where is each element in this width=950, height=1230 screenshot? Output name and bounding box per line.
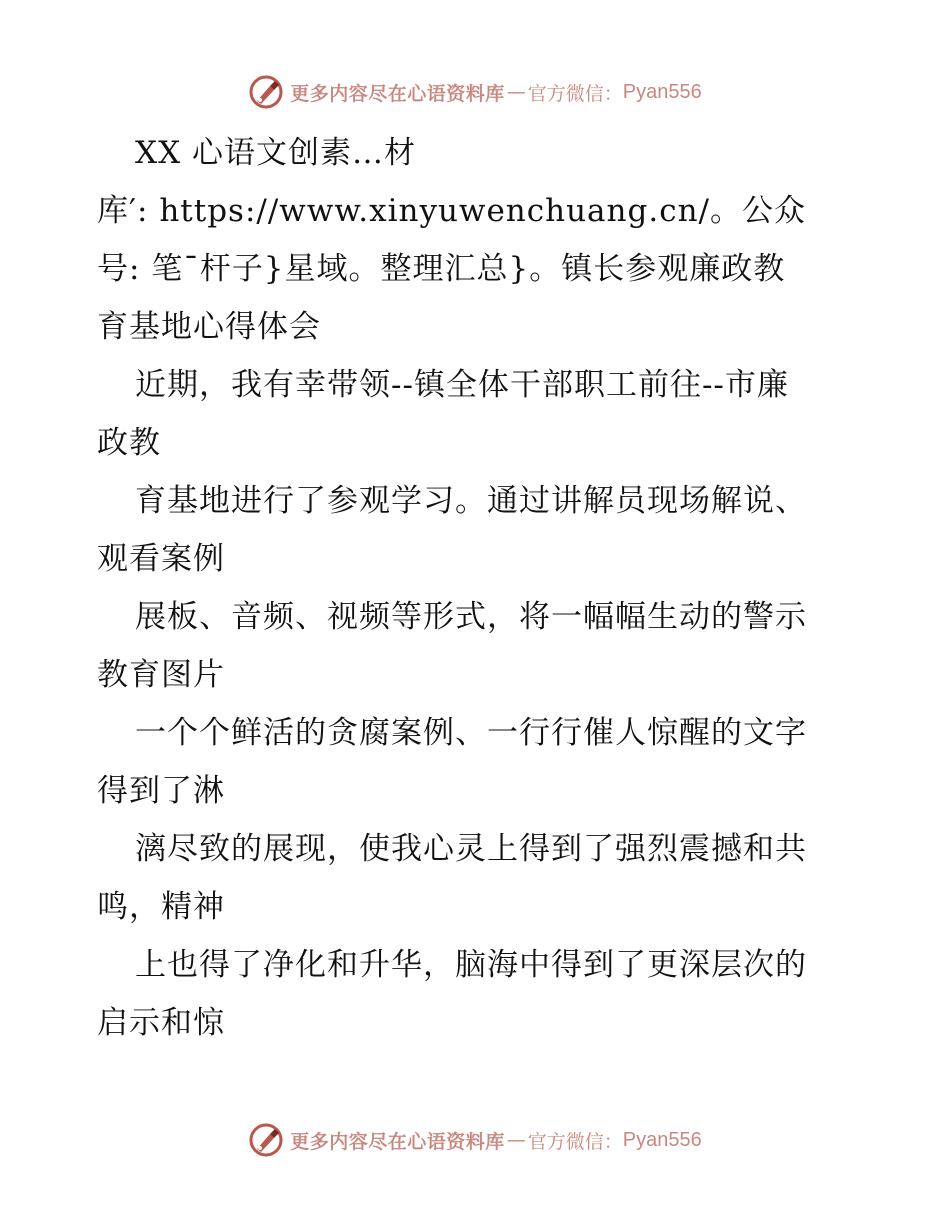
body-line: 教育图片	[97, 657, 225, 693]
banner-dash: —	[506, 1129, 526, 1151]
pen-logo-icon	[248, 74, 284, 110]
banner-wechat-label: 官方微信：	[527, 1130, 623, 1153]
body-line: 鸣，精神	[97, 889, 225, 925]
body-line: 上也得了净化和升华，脑海中得到了更深层次的	[135, 947, 807, 983]
banner-text: 更多内容尽在心语资料库	[290, 1130, 505, 1153]
document-body	[97, 124, 857, 1052]
banner-wechat-id: Pyan556	[622, 80, 702, 103]
banner-wechat-label: 官方微信：	[527, 82, 623, 105]
body-line: XX 心语文创素…材	[135, 135, 416, 171]
header-banner	[0, 70, 950, 114]
body-line: 育基地心得体会	[97, 309, 321, 345]
body-line: 一个个鲜活的贪腐案例、一行行催人惊醒的文字	[135, 715, 807, 751]
body-line: 观看案例	[97, 541, 225, 577]
banner-text: 更多内容尽在心语资料库	[290, 82, 505, 105]
body-line: 漓尽致的展现，使我心灵上得到了强烈震撼和共	[135, 831, 807, 867]
body-line: 政教	[97, 425, 161, 461]
body-line: 展板、音频、视频等形式，将一幅幅生动的警示	[135, 599, 807, 635]
body-line: 近期，我有幸带领--镇全体干部职工前往--市廉	[135, 367, 789, 403]
banner-dash: —	[506, 81, 526, 103]
body-line: 得到了淋	[97, 773, 225, 809]
body-line: 号: 笔¯杆子}星域。整理汇总}。镇长参观廉政教	[97, 251, 786, 287]
body-line: 育基地进行了参观学习。通过讲解员现场解说、	[135, 483, 807, 519]
body-line: 启示和惊	[97, 1005, 225, 1041]
banner-wechat-id: Pyan556	[622, 1128, 702, 1151]
footer-banner	[0, 1118, 950, 1162]
body-line: 库′: https://www.xinyuwenchuang.cn/。公众	[97, 193, 806, 229]
pen-logo-icon	[248, 1122, 284, 1158]
